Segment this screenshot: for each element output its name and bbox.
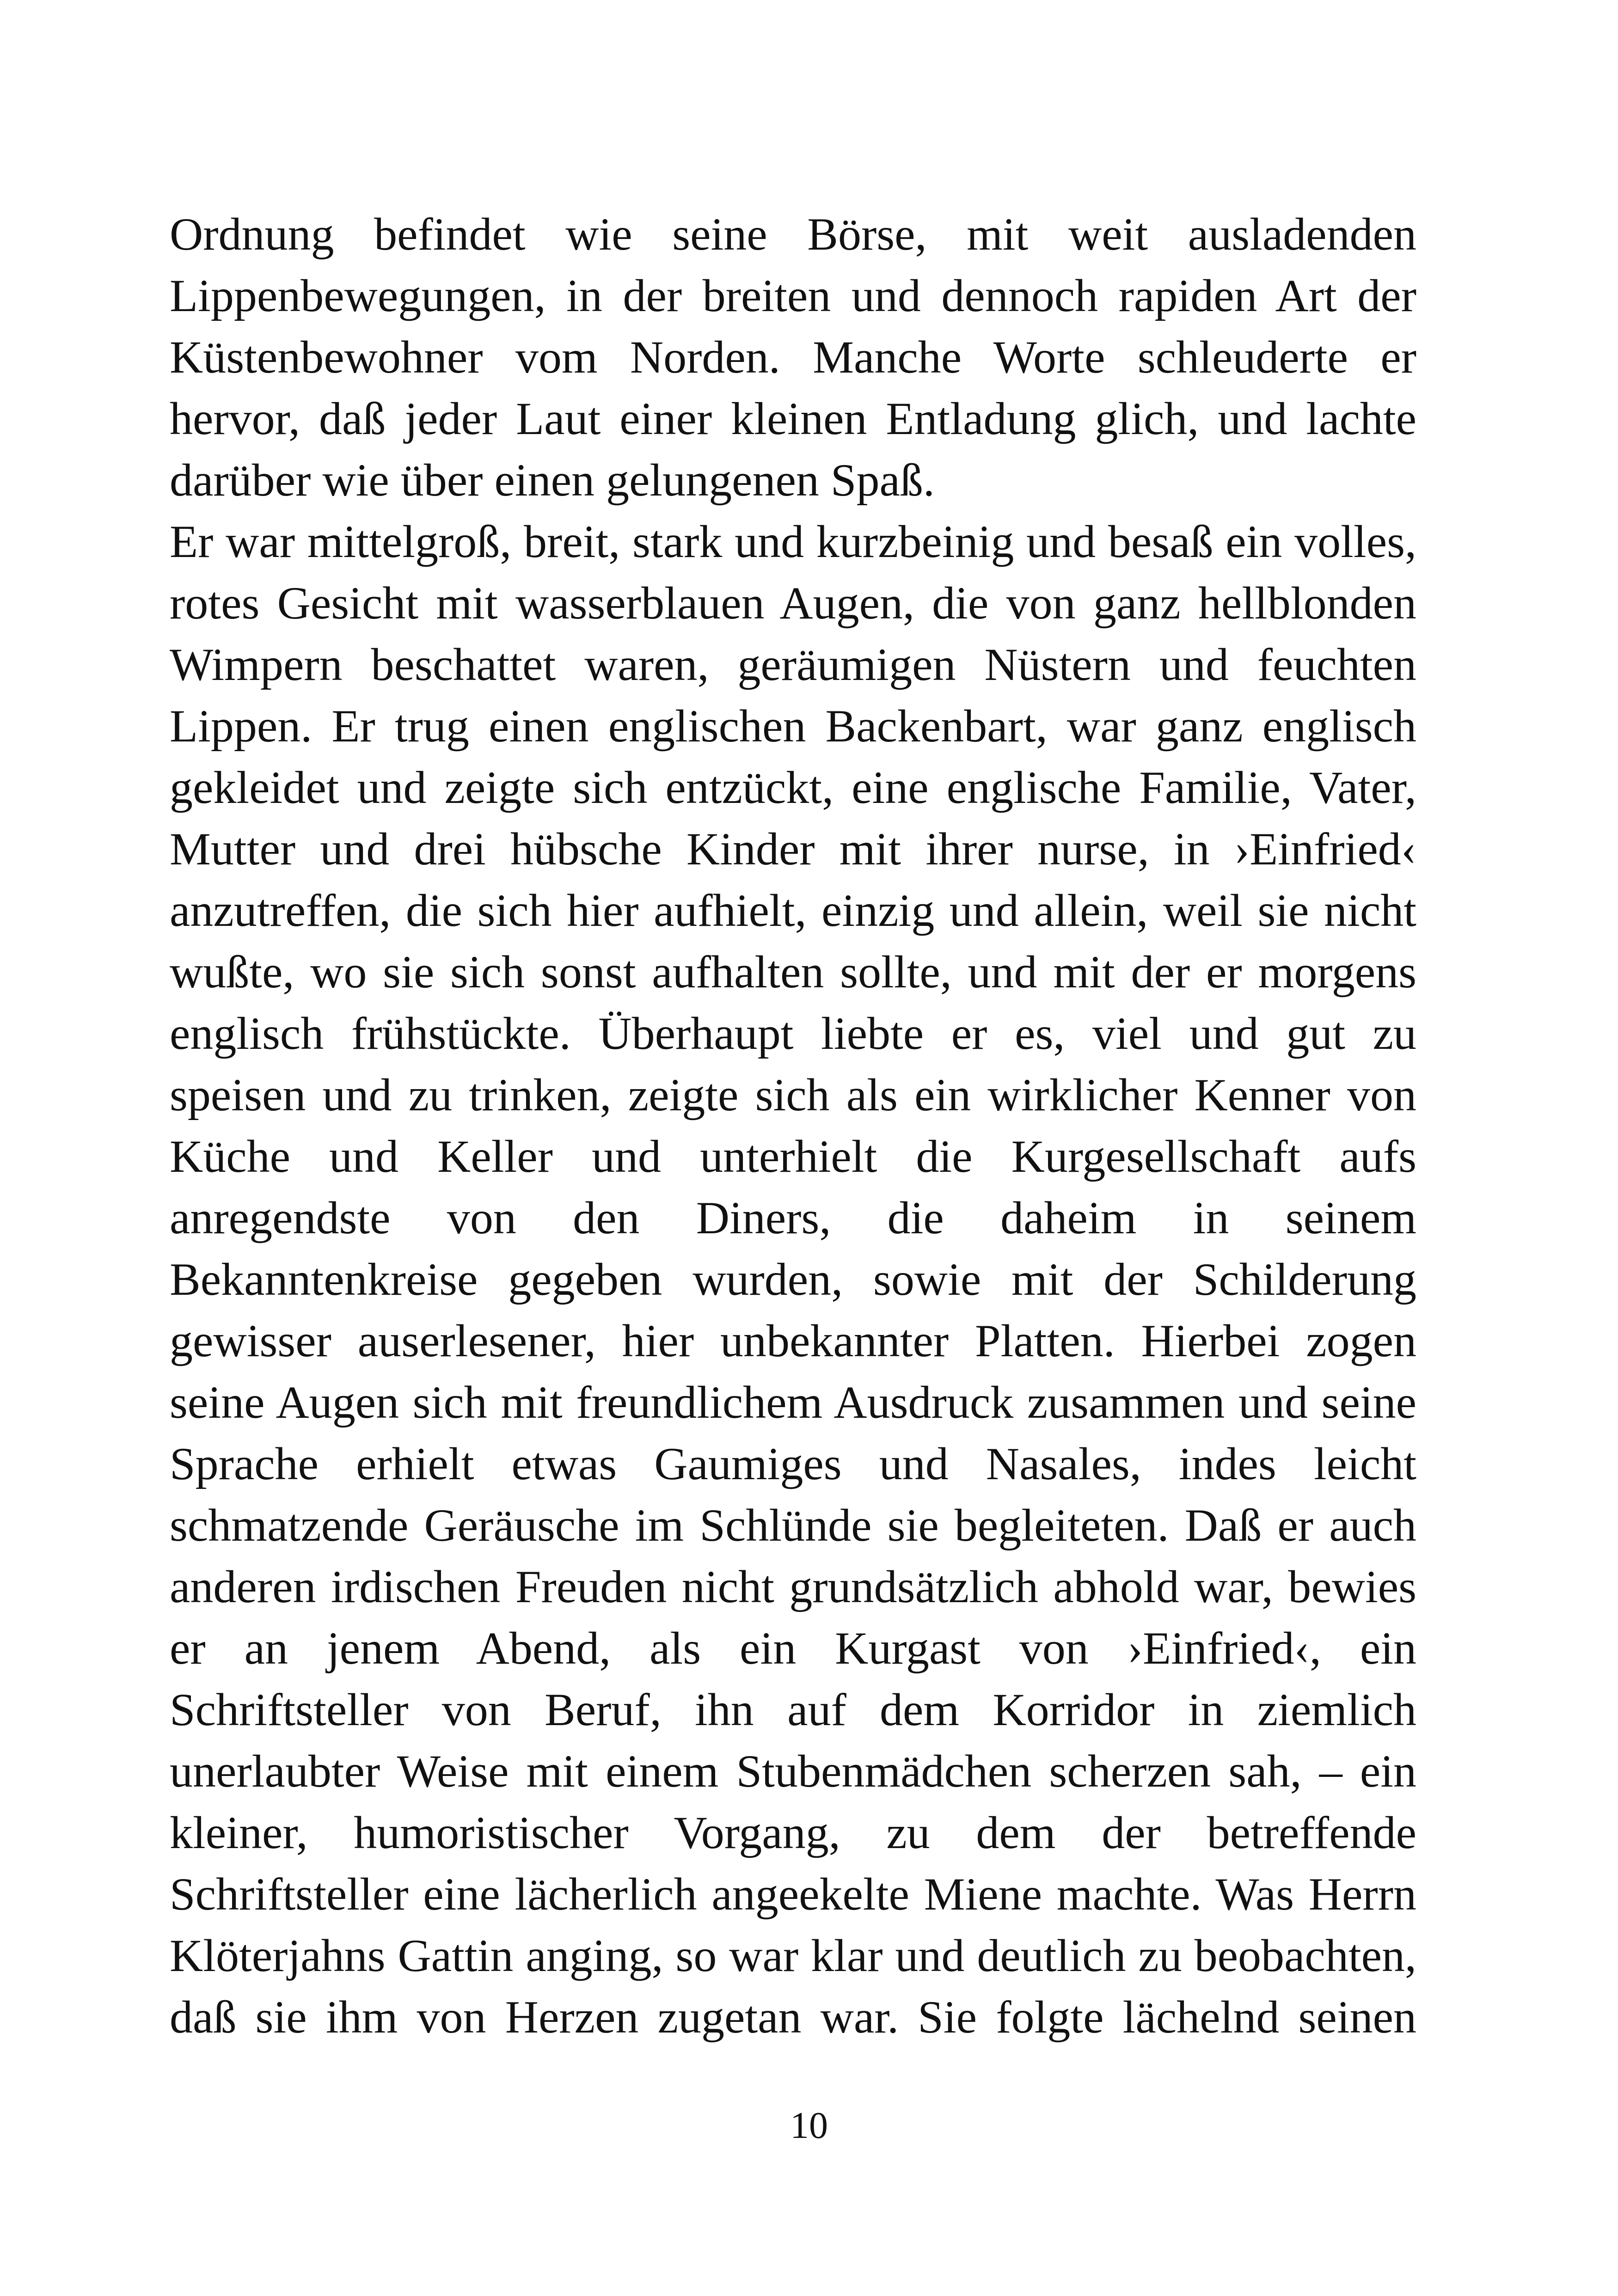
- text-line: speisen und zu trinken, zeigte sich als ein wirklicher Kenner von: [170, 1069, 1416, 1120]
- text-line: anderen irdischen Freuden nicht grundsätzlich abhold war, bewies: [170, 1561, 1416, 1612]
- text-line: Ordnung befindet wie seine Börse, mit weit ausladenden: [170, 208, 1416, 260]
- text-line: englisch frühstückte. Überhaupt liebte er es, viel und gut zu: [170, 1008, 1416, 1059]
- text-line: Sprache erhielt etwas Gaumiges und Nasales, indes leicht: [170, 1438, 1416, 1489]
- text-line: Er war mittelgroß, breit, stark und kurzbeinig und besaß ein volles,: [170, 516, 1416, 567]
- text-line: Klöterjahns Gattin anging, so war klar und deutlich zu beobachten,: [170, 1930, 1416, 1981]
- text-line: Küche und Keller und unterhielt die Kurgesellschaft aufs: [170, 1131, 1416, 1182]
- text-line: anregendste von den Diners, die daheim in seinem: [170, 1192, 1416, 1243]
- text-line: anzutreffen, die sich hier aufhielt, einzig und allein, weil sie nicht: [170, 885, 1416, 936]
- text-line: wußte, wo sie sich sonst aufhalten sollte, und mit der er morgens: [170, 946, 1416, 998]
- text-line: Lippen. Er trug einen englischen Backenbart, war ganz englisch: [170, 700, 1416, 752]
- text-line: Lippenbewegungen, in der breiten und dennoch rapiden Art der: [170, 270, 1416, 321]
- text-line: Bekanntenkreise gegeben wurden, sowie mit der Schilderung: [170, 1254, 1416, 1305]
- body-text: [170, 203, 1416, 2048]
- text-line: unerlaubter Weise mit einem Stubenmädchen scherzen sah, – ein: [170, 1745, 1416, 1797]
- text-line: er an jenem Abend, als ein Kurgast von ›Einfried‹, ein: [170, 1623, 1416, 1674]
- text-line: schmatzende Geräusche im Schlünde sie begleiteten. Daß er auch: [170, 1500, 1416, 1551]
- text-line: Küstenbewohner vom Norden. Manche Worte schleuderte er: [170, 331, 1416, 383]
- text-line: Schriftsteller eine lächerlich angeekelte Miene machte. Was Herrn: [170, 1868, 1416, 1920]
- text-line: Schriftsteller von Beruf, ihn auf dem Korridor in ziemlich: [170, 1684, 1416, 1735]
- text-line: rotes Gesicht mit wasserblauen Augen, die von ganz hellblonden: [170, 577, 1416, 629]
- text-line: hervor, daß jeder Laut einer kleinen Entladung glich, und lachte: [170, 393, 1416, 444]
- text-line: Wimpern beschattet waren, geräumigen Nüstern und feuchten: [170, 639, 1416, 690]
- text-line: gewisser auserlesener, hier unbekannter Platten. Hierbei zogen: [170, 1315, 1416, 1366]
- text-line: darüber wie über einen gelungenen Spaß.: [170, 454, 935, 506]
- text-line: seine Augen sich mit freundlichem Ausdruck zusammen und seine: [170, 1377, 1416, 1428]
- text-line: daß sie ihm von Herzen zugetan war. Sie folgte lächelnd seinen: [170, 1991, 1416, 2043]
- text-line: gekleidet und zeigte sich entzückt, eine englische Familie, Vater,: [170, 762, 1416, 813]
- text-line: kleiner, humoristischer Vorgang, zu dem der betreffende: [170, 1807, 1416, 1858]
- page-number: 10: [790, 2104, 828, 2146]
- text-line: Mutter und drei hübsche Kinder mit ihrer nurse, in ›Einfried‹: [170, 823, 1416, 875]
